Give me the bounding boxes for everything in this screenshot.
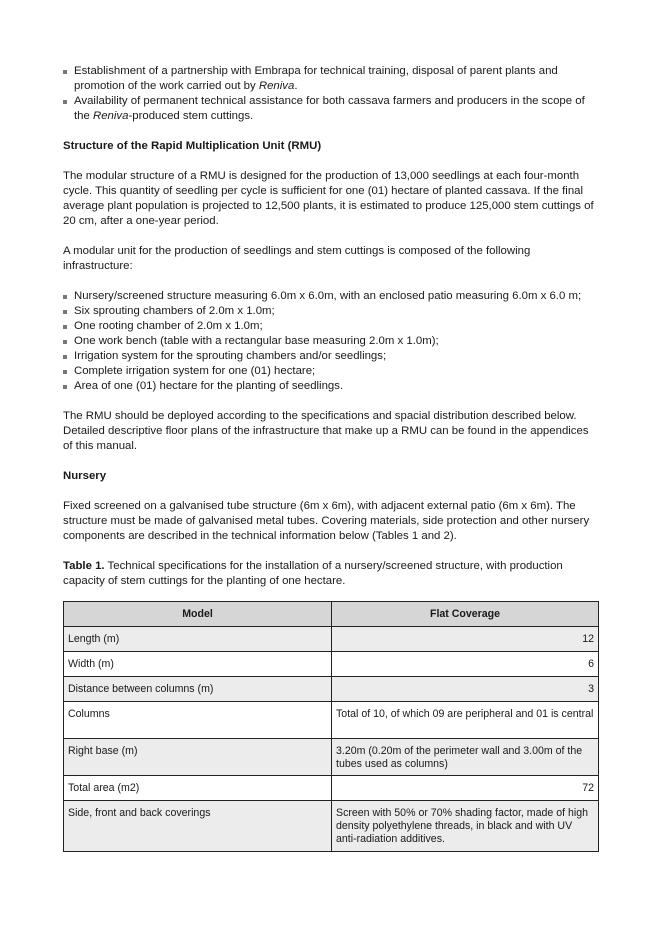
emphasis: Reniva xyxy=(93,110,129,122)
cell-parameter: Width (m) xyxy=(64,652,332,677)
benefits-list xyxy=(63,64,601,124)
section-heading: Structure of the Rapid Multiplication Unit (RMU) xyxy=(63,140,322,152)
cell-value: 3 xyxy=(332,677,599,702)
table-row xyxy=(64,801,599,852)
column-header: Flat Coverage xyxy=(332,602,599,627)
table-row xyxy=(64,739,599,776)
cell-parameter: Length (m) xyxy=(64,627,332,652)
cell-value: 12 xyxy=(332,627,599,652)
list-item: Irrigation system for the sprouting chambers and/or seedlings; xyxy=(63,349,601,364)
cell-parameter: Total area (m2) xyxy=(64,776,332,801)
table-row xyxy=(64,677,599,702)
cell-value: 72 xyxy=(332,776,599,801)
emphasis: Reniva xyxy=(258,80,295,92)
list-item: Nursery/screened structure measuring 6.0m x 6.0m, with an enclosed patio measuring 6.0m x 6.0 m; xyxy=(63,289,601,304)
paragraph: The RMU should be deployed according to the specifications and spacial distribution described below. Detailed descriptive floor plans of the infrastructure that make up a RMU can be found in the appendices of this manual. xyxy=(63,410,589,452)
table-row xyxy=(64,702,599,739)
paragraph: Fixed screened on a galvanised tube structure (6m x 6m), with adjacent external patio (6m x 6m). The structure must be made of galvanised metal tubes. Covering materials, side protection and other nursery components are described in the technical information below (Tables 1 and 2). xyxy=(63,500,590,542)
text: . xyxy=(294,80,298,92)
document-page xyxy=(63,64,601,852)
specs-table xyxy=(63,601,599,852)
cell-parameter: Distance between columns (m) xyxy=(64,677,332,702)
cell-value: Total of 10, of which 09 are peripheral and 01 is central xyxy=(332,702,599,739)
table-header-row xyxy=(64,602,599,627)
list-item xyxy=(63,94,601,124)
cell-value: 6 xyxy=(332,652,599,677)
list-item: Complete irrigation system for one (01) hectare; xyxy=(63,364,601,379)
cell-value: Screen with 50% or 70% shading factor, made of high density polyethylene threads, in black and with UV anti-radiation additives. xyxy=(332,801,599,852)
paragraph: The modular structure of a RMU is designed for the production of 13,000 seedlings at each four-month cycle. This quantity of seedling per cycle is sufficient for one (01) hectare of planted cassava. If the final average plant population is projected to 12,500 plants, it is estimated to produce 125,000 stem cuttings of 20 cm, after a one-year period. xyxy=(63,170,594,227)
paragraph: A modular unit for the production of seedlings and stem cuttings is composed of the following infrastructure: xyxy=(63,245,531,272)
column-header: Model xyxy=(64,602,332,627)
list-item: One rooting chamber of 2.0m x 1.0m; xyxy=(63,319,601,334)
text: -produced stem cuttings. xyxy=(128,110,254,122)
list-item: One work bench (table with a rectangular base measuring 2.0m x 1.0m); xyxy=(63,334,601,349)
cell-parameter: Columns xyxy=(64,702,332,739)
section-heading: Nursery xyxy=(63,470,107,482)
infrastructure-list xyxy=(63,289,601,394)
list-item xyxy=(63,64,601,94)
text: Establishment of a partnership with Embrapa for technical training, disposal of parent plants and promotion of the work carried out by xyxy=(74,65,558,92)
table-caption xyxy=(63,559,601,589)
table-row xyxy=(64,652,599,677)
caption-label: Table 1. xyxy=(63,560,105,572)
list-item: Six sprouting chambers of 2.0m x 1.0m; xyxy=(63,304,601,319)
table-row xyxy=(64,627,599,652)
cell-value: 3.20m (0.20m of the perimeter wall and 3.00m of the tubes used as columns) xyxy=(332,739,599,776)
caption-text: Technical specifications for the installation of a nursery/screened structure, with production capacity of stem cuttings for the planting of one hectare. xyxy=(63,560,563,587)
table-row xyxy=(64,776,599,801)
text: Availability of permanent technical assistance for both cassava farmers and producers in the scope of the xyxy=(74,95,585,122)
list-item: Area of one (01) hectare for the planting of seedlings. xyxy=(63,379,601,394)
cell-parameter: Side, front and back coverings xyxy=(64,801,332,852)
cell-parameter: Right base (m) xyxy=(64,739,332,776)
